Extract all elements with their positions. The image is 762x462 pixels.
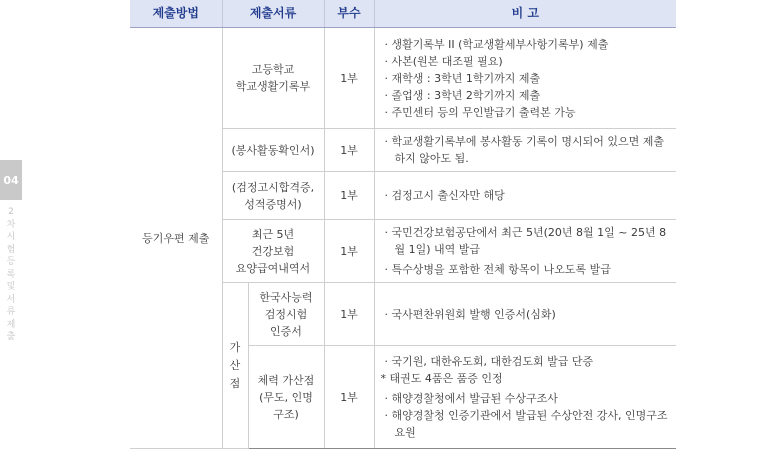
header-remarks: 비 고 — [374, 0, 676, 28]
remarks-cell — [374, 283, 676, 346]
copies-cell: 1부 — [324, 346, 374, 449]
document-name-line: 건강보험 — [251, 244, 295, 258]
remarks-cell — [374, 172, 676, 220]
document-name-line: 요양급여내역서 — [235, 261, 311, 275]
chapter-caption — [5, 206, 17, 344]
bonus-points-group-cell — [222, 283, 248, 449]
remark-text: 주민센터 등의 무인발급기 출력본 가능 — [391, 105, 576, 119]
remarks-cell — [374, 346, 676, 449]
caption-char: 제 — [6, 319, 16, 330]
document-name-line: 최근 5년 — [251, 227, 295, 241]
remark-line — [385, 261, 671, 278]
remark-text: 생활기록부 II (학교생활세부사항기록부) 제출 — [391, 37, 609, 51]
remark-bullet: · — [384, 392, 392, 405]
chapter-tab[interactable]: 04 — [0, 160, 22, 200]
caption-char: 시 — [6, 232, 16, 242]
remark-line — [385, 390, 671, 407]
remark-text: 국사편찬위원회 발행 인증서(심화) — [391, 307, 556, 321]
submission-method-cell: 등기우편 제출 — [130, 28, 222, 449]
caption-char: 서 — [6, 294, 16, 305]
remark-line — [385, 87, 671, 104]
remark-text: 졸업생 : 3학년 2학기까지 제출 — [391, 88, 541, 102]
header-document: 제출서류 — [222, 0, 324, 28]
remark-text: 학교생활기록부에 봉사활동 기록이 명시되어 있으면 제출하지 않아도 됨. — [391, 135, 665, 165]
header-method: 제출방법 — [130, 0, 222, 28]
remark-line — [385, 104, 671, 121]
remark-bullet: · — [384, 226, 392, 239]
bonus-label-char: 산 — [229, 358, 241, 372]
remark-text: 해양경찰청에서 발급된 수상구조사 — [391, 392, 558, 405]
caption-char: 및 — [6, 282, 16, 292]
remark-bullet: · — [384, 307, 392, 321]
remark-bullet: · — [384, 189, 392, 202]
remark-line — [385, 53, 671, 70]
copies-cell: 1부 — [324, 172, 374, 220]
remark-line — [380, 370, 671, 387]
document-cell — [248, 283, 324, 346]
caption-char: 차 — [6, 219, 16, 230]
caption-char: 록 — [6, 269, 16, 280]
remarks-cell — [374, 28, 676, 129]
remark-bullet: · — [384, 71, 392, 85]
bonus-label-char: 가 — [229, 340, 241, 354]
caption-char: 등 — [6, 257, 16, 267]
remark-bullet: · — [384, 105, 392, 119]
remark-bullet: · — [384, 54, 392, 68]
remark-bullet: · — [384, 88, 392, 102]
remark-text: 특수상병을 포함한 전체 항목이 나오도록 발급 — [391, 263, 611, 276]
remark-line — [385, 133, 671, 167]
remark-line — [385, 353, 671, 370]
document-cell — [222, 28, 324, 129]
caption-char: 2 — [8, 207, 14, 217]
document-cell — [248, 346, 324, 449]
caption-char: 출 — [6, 332, 16, 342]
document-name-line: 검정시험 — [264, 307, 308, 321]
document-name-line: (봉사활동확인서) — [231, 143, 315, 157]
table-header-row — [130, 0, 676, 28]
remark-text: 검정고시 출신자만 해당 — [391, 189, 505, 202]
remark-line — [385, 407, 671, 441]
submission-table — [130, 0, 676, 449]
document-cell — [222, 129, 324, 172]
remark-text: 재학생 : 3학년 1학기까지 제출 — [391, 71, 541, 85]
remark-line — [385, 187, 671, 204]
document-cell — [222, 172, 324, 220]
caption-char: 험 — [6, 244, 16, 255]
remark-bullet: · — [384, 135, 392, 148]
table-row — [130, 28, 676, 129]
remark-text: * 태권도 4품은 품증 인정 — [380, 372, 503, 385]
document-name-line: 구조) — [273, 407, 299, 421]
document-name-line: 한국사능력 — [259, 290, 313, 304]
document-name-line: (무도, 인명 — [259, 390, 313, 404]
document-name-line: 체력 가산점 — [257, 373, 315, 387]
remark-line — [385, 306, 671, 323]
header-copies: 부수 — [324, 0, 374, 28]
remarks-cell — [374, 129, 676, 172]
remark-line — [385, 224, 671, 258]
document-name-line: (검정고시합격증, — [231, 180, 315, 194]
remark-line — [385, 36, 671, 53]
remark-text: 국기원, 대한유도회, 대한검도회 발급 단증 — [391, 355, 594, 368]
document-name-line: 학교생활기록부 — [235, 80, 311, 93]
document-name-line: 고등학교 — [251, 63, 295, 76]
remark-bullet: · — [384, 37, 392, 51]
remark-bullet: · — [384, 355, 392, 368]
remark-text: 사본(원본 대조필 필요) — [391, 54, 503, 68]
remark-line — [385, 70, 671, 87]
remark-bullet: · — [384, 409, 392, 422]
copies-cell: 1부 — [324, 283, 374, 346]
remarks-cell — [374, 220, 676, 283]
remark-text: 국민건강보험공단에서 최근 5년(20년 8월 1일 ~ 25년 8월 1일) 내역 발급 — [391, 226, 667, 256]
remark-bullet: · — [384, 263, 392, 276]
caption-char: 류 — [6, 307, 16, 317]
copies-cell: 1부 — [324, 220, 374, 283]
bonus-label-char: 점 — [229, 376, 241, 390]
remark-text: 해양경찰청 인증기관에서 발급된 수상안전 강사, 인명구조요원 — [391, 409, 668, 439]
copies-cell: 1부 — [324, 28, 374, 129]
document-name-line: 성적증명서) — [244, 197, 302, 211]
document-cell — [222, 220, 324, 283]
copies-cell: 1부 — [324, 129, 374, 172]
document-name-line: 인증서 — [270, 324, 302, 338]
